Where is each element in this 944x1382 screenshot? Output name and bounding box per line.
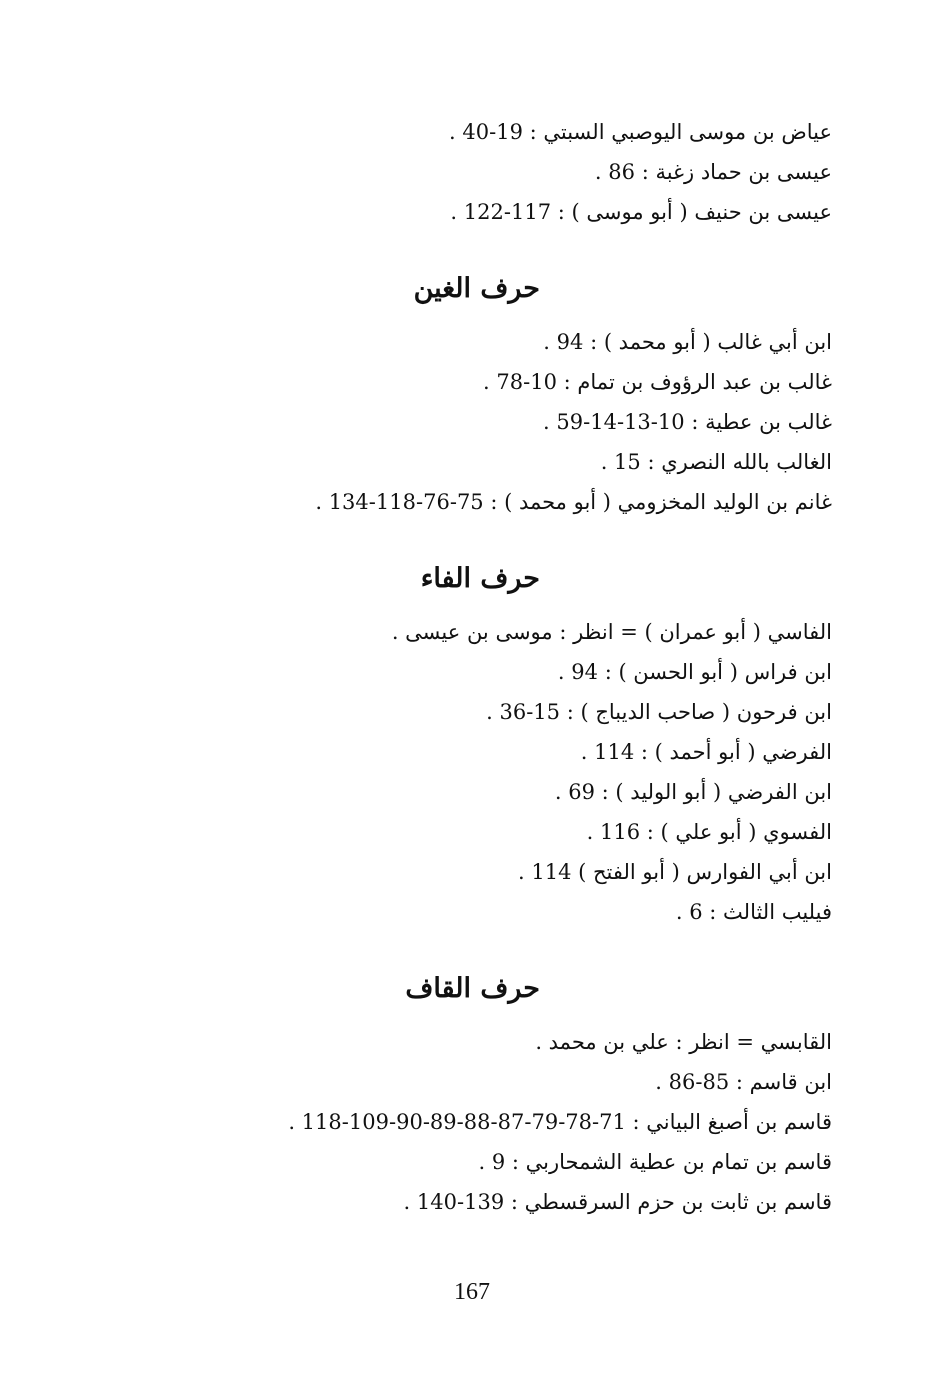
page-number: 167 xyxy=(454,1279,490,1305)
index-entry: ابن الفرضي ( أبو الوليد ) : 69 . xyxy=(554,780,832,804)
index-section-fa xyxy=(272,559,832,932)
index-column xyxy=(272,112,832,1222)
index-entry: ابن فراس ( أبو الحسن ) : 94 . xyxy=(557,660,832,684)
index-entry: عياض بن موسى اليوصبي السبتي : 19-40 . xyxy=(449,120,832,144)
section-heading: حرف الفاء xyxy=(420,563,540,594)
index-entry: ابن أبي الفوارس ( أبو الفتح ) 114 . xyxy=(517,860,832,884)
index-entry: قاسم بن تمام بن عطية الشمحاربي : 9 . xyxy=(478,1150,832,1174)
index-entry: فيليب الثالث : 6 . xyxy=(675,900,832,924)
index-entry: عيسى بن حنيف ( أبو موسى ) : 117-122 . xyxy=(450,200,832,224)
index-entry: ابن فرحون ( صاحب الديباج ) : 15-36 . xyxy=(486,700,832,724)
index-entry: غالب بن عبد الرؤوف بن تمام : 10-78 . xyxy=(483,370,832,394)
section-heading: حرف الغين xyxy=(413,273,540,304)
index-entry: الفرضي ( أبو أحمد ) : 114 . xyxy=(580,740,832,764)
index-section-continuation xyxy=(272,112,832,232)
index-entry: غانم بن الوليد المخزومي ( أبو محمد ) : 75-76-118-134 . xyxy=(315,490,832,514)
index-entry: ابن أبي غالب ( أبو محمد ) : 94 . xyxy=(543,330,832,354)
index-entry: قاسم بن ثابت بن حزم السرقسطي : 139-140 . xyxy=(403,1190,832,1214)
index-section-ghayn xyxy=(272,269,832,522)
index-entry: الفسوي ( أبو علي ) : 116 . xyxy=(586,820,832,844)
index-entry: القابسي = انظر : علي بن محمد . xyxy=(535,1030,832,1054)
index-entry: ابن قاسم : 85-86 . xyxy=(655,1070,832,1094)
index-entry: قاسم بن أصبغ البياني : 71-78-79-87-88-89-90-109-118 . xyxy=(288,1110,832,1134)
index-entry: عيسى بن حماد زغبة : 86 . xyxy=(594,160,832,184)
index-entry: الفاسي ( أبو عمران ) = انظر : موسى بن عيسى . xyxy=(391,620,832,644)
section-heading: حرف القاف xyxy=(405,973,540,1004)
index-entry: الغالب بالله النصري : 15 . xyxy=(600,450,832,474)
index-entry: غالب بن عطية : 10-13-14-59 . xyxy=(543,410,832,434)
index-section-qaf xyxy=(272,969,832,1222)
